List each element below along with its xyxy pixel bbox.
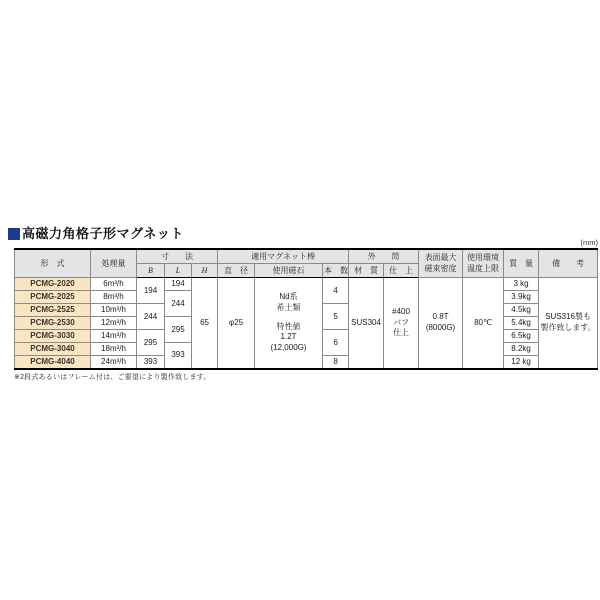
dim-h-cell: 65 <box>192 278 218 369</box>
magnet-line: (12,000G) <box>270 342 307 352</box>
col-header-finish: 仕 上 <box>384 264 419 278</box>
capacity-cell: 14m³/h <box>91 330 137 343</box>
mass-cell: 12 kg <box>504 356 539 369</box>
finish-cell <box>384 278 419 369</box>
dim-l-cell: 244 <box>165 291 192 317</box>
capacity-cell: 12m³/h <box>91 317 137 330</box>
spec-table <box>14 248 598 370</box>
mass-cell: 5.4kg <box>504 317 539 330</box>
dim-b-cell: 194 <box>137 278 165 304</box>
dim-b-label: B <box>148 265 153 275</box>
finish-line: 仕上 <box>393 327 410 337</box>
dim-h-label: H <box>201 265 208 275</box>
env-header-line2: 温度上限 <box>467 263 500 273</box>
model-cell: PCMG-2025 <box>15 291 91 304</box>
model-cell: PCMG-2530 <box>15 317 91 330</box>
capacity-cell: 18m³/h <box>91 343 137 356</box>
magnet-line: Nd系 <box>279 292 298 302</box>
bar-count-cell: 5 <box>323 304 349 330</box>
col-header-outer-tube: 外 筒 <box>349 249 419 264</box>
section-title-row <box>8 226 598 242</box>
col-header-magnet-bar: 適用マグネット棒 <box>218 249 349 264</box>
diameter-cell: φ25 <box>218 278 255 369</box>
mass-cell: 8.2kg <box>504 343 539 356</box>
mass-cell: 3 kg <box>504 278 539 291</box>
dim-l-cell: 393 <box>165 343 192 369</box>
capacity-cell: 24m³/h <box>91 356 137 369</box>
footnote: ※2段式あるいはフレーム付は、ご要望により製作致します。 <box>14 373 211 381</box>
flux-line: (8000G) <box>425 322 456 332</box>
mass-cell: 4.5kg <box>504 304 539 317</box>
col-header-material: 材 質 <box>349 264 384 278</box>
dim-l-label: L <box>175 265 181 275</box>
dim-b-cell: 295 <box>137 330 165 356</box>
env-temp-cell: 80℃ <box>463 278 504 369</box>
blue-square-bullet-icon <box>8 228 20 240</box>
env-header-line1: 使用環境 <box>467 253 500 263</box>
magnet-gap <box>256 313 321 322</box>
col-header-dimensions: 寸 法 <box>137 249 218 264</box>
page-title: 高磁力角格子形マグネット <box>22 226 184 241</box>
col-header-h <box>192 264 218 278</box>
capacity-cell: 10m³/h <box>91 304 137 317</box>
catalog-section <box>8 226 598 382</box>
remarks-cell <box>539 278 598 369</box>
mass-cell: 3.9kg <box>504 291 539 304</box>
mass-cell: 6.5kg <box>504 330 539 343</box>
remarks-line: SUS316製も <box>545 312 591 322</box>
bar-count-cell: 4 <box>323 278 349 304</box>
dim-l-cell: 194 <box>165 278 192 291</box>
flux-density-cell <box>419 278 463 369</box>
dim-l-cell: 295 <box>165 317 192 343</box>
dim-b-cell: 244 <box>137 304 165 330</box>
col-header-mass: 質 量 <box>504 249 539 278</box>
remarks-line: 製作致します。 <box>540 322 596 332</box>
col-header-magnet-used: 使用磁石 <box>255 264 323 278</box>
table-row <box>15 278 598 291</box>
finish-line: バフ <box>393 317 410 327</box>
header-row-1 <box>15 249 598 264</box>
col-header-l <box>165 264 192 278</box>
magnet-line: 特性値 <box>276 322 301 332</box>
flux-header-line2: 磁束密度 <box>424 263 457 273</box>
col-header-b <box>137 264 165 278</box>
model-cell: PCMG-3040 <box>15 343 91 356</box>
finish-line: #400 <box>392 307 410 317</box>
model-cell: PCMG-3030 <box>15 330 91 343</box>
col-header-bar-count: 本 数 <box>323 264 349 278</box>
model-cell: PCMG-2525 <box>15 304 91 317</box>
model-cell: PCMG-2020 <box>15 278 91 291</box>
capacity-cell: 6m³/h <box>91 278 137 291</box>
flux-line: 0.8T <box>432 312 449 322</box>
col-header-env-temp <box>463 249 504 278</box>
col-header-remarks: 備 考 <box>539 249 598 278</box>
col-header-flux <box>419 249 463 278</box>
material-cell: SUS304 <box>349 278 384 369</box>
col-header-model: 形 式 <box>15 249 91 278</box>
magnet-line: 希土類 <box>276 302 301 312</box>
dim-b-cell: 393 <box>137 356 165 369</box>
magnet-used-cell <box>255 278 323 369</box>
model-cell: PCMG-4040 <box>15 356 91 369</box>
col-header-capacity: 処理量 <box>91 249 137 278</box>
col-header-diameter: 直 径 <box>218 264 255 278</box>
magnet-line: 1.2T <box>280 332 297 342</box>
flux-header-line1: 表面最大 <box>424 253 457 263</box>
bar-count-cell: 6 <box>323 330 349 356</box>
unit-note: (mm) <box>580 238 598 247</box>
bar-count-cell: 8 <box>323 356 349 369</box>
capacity-cell: 8m³/h <box>91 291 137 304</box>
